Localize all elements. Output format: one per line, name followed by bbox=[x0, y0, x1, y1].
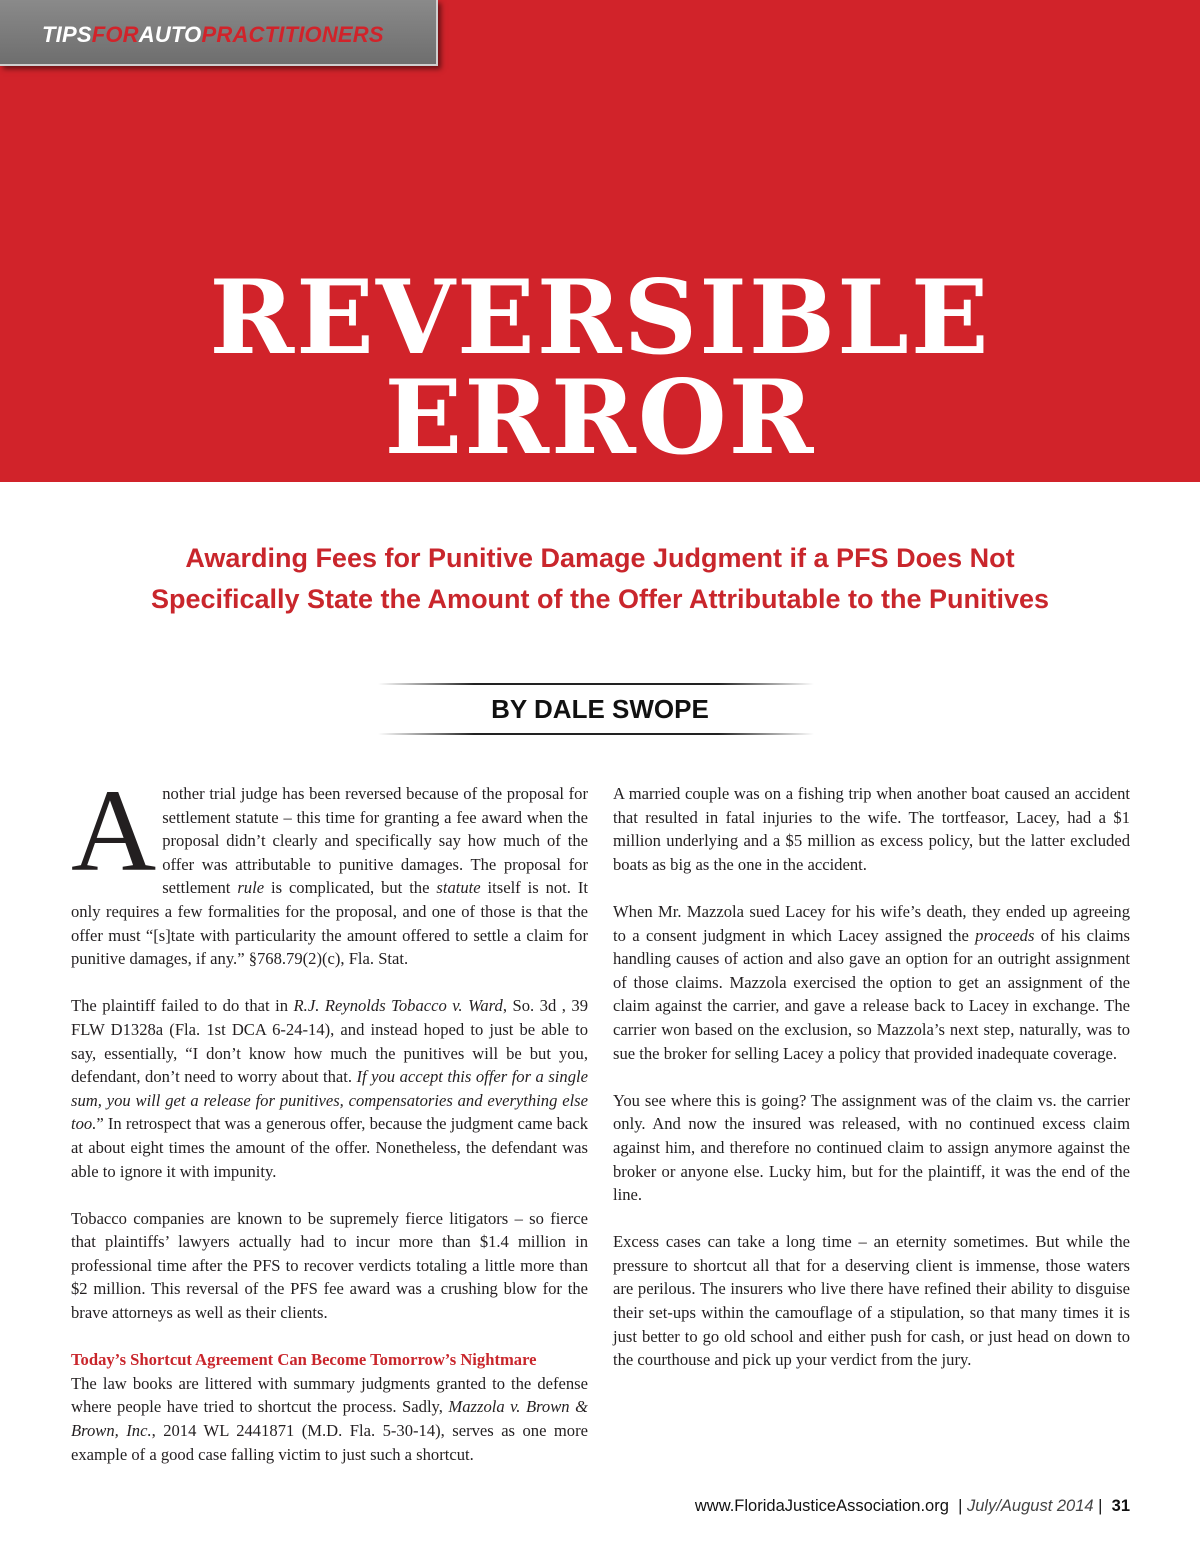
paragraph-1 bbox=[71, 765, 588, 971]
case-citation-mazzola: Mazzola v. Brown & Brown, Inc. bbox=[71, 1397, 588, 1441]
paragraph-8: Excess cases can take a long time – an eternity sometimes. But while the pressure to shortcut all that for a deserving client is immense, those waters are perilous. The insurers who live there have refined their ability to disguise their set-ups within the camouflage of a stipulation, so that many times it is just better to go old school and either push for cash, or just head on down to the courthouse and pick up your verdict from the jury. bbox=[613, 1232, 1130, 1370]
section-label-auto: AUTO bbox=[138, 22, 202, 47]
byline: BY DALE SWOPE bbox=[491, 694, 709, 724]
paragraph-1-text-a: nother trial judge has been reversed because of the proposal for settlement statute – this time for granting a fee award when the proposal didn’t clearly and specifically say how much of the offer was attributable to punitive damages. The proposal for settlement bbox=[162, 784, 588, 898]
byline-top-rule bbox=[378, 683, 814, 685]
page-footer bbox=[600, 1494, 1130, 1518]
section-tab bbox=[0, 0, 438, 66]
paragraph-1-text-c: is complicated, but the bbox=[264, 878, 437, 898]
section-label-tips: TIPS bbox=[42, 22, 92, 47]
paragraph-6-text-a: When Mr. Mazzola sued Lacey for his wife’s death, they ended up agreeing to a consent judgment in which Lacey assigned the bbox=[613, 901, 1130, 945]
section-label-practitioners: PRACTITIONERS bbox=[201, 22, 384, 47]
drop-cap: A bbox=[71, 765, 157, 896]
subtitle-line-2: Specifically State the Amount of the Offer Attributable to the Punitives bbox=[150, 584, 1050, 614]
headline-line-1: REVERSIBLE bbox=[209, 258, 991, 378]
footer-issue-date: July/August 2014 bbox=[966, 1497, 1094, 1515]
paragraph-6-proceeds-word: proceeds bbox=[975, 925, 1035, 945]
subtitle-line-1: Awarding Fees for Punitive Damage Judgment if a PFS Does Not bbox=[185, 543, 1015, 573]
paragraph-2-text-a: The plaintiff failed to do that in bbox=[71, 996, 294, 1016]
paragraph-2-text-c: , So. 3d , 39 FLW D1328a (Fla. 1st DCA 6-24-14), and instead hoped to just be able to say, essentially, “I don’t know how much the punitives will be but you, defendant, don’t need to worry about that. bbox=[71, 996, 588, 1087]
paragraph-1-rule-word: rule bbox=[237, 878, 265, 898]
paragraph-7: You see where this is going? The assignment was of the claim vs. the carrier only. And now the insured was released, with no continued excess claim against him, and therefore no continued claim to assign anymore against the broker or anyone else. Lucky him, but for the plaintiff, it was the end of the line. bbox=[613, 1090, 1130, 1205]
paragraph-2 bbox=[71, 994, 588, 1183]
paragraph-2-quote-italic: If you accept this offer for a single sum, you will get a release for punitives, compensatories and everything else too. bbox=[71, 1067, 588, 1134]
paragraph-6-text-c: of his claims handling causes of action and also gave an option for an outright assignment of those claims. Mazzola exercised the option to get an assignment of the claim against the carrier, and gave a release back to Lacey in exchange. The carrier won based on the exclusion, so Mazzola’s next step, naturally, was to sue the broker for selling Lacey a policy that provided inadequate coverage. bbox=[613, 925, 1130, 1063]
paragraph-4-text-a: The law books are littered with summary judgments granted to the defense where people have tried to shortcut the process. Sadly, bbox=[71, 1373, 588, 1417]
footer-separator-1: | bbox=[958, 1497, 963, 1515]
footer-website: www.FloridaJusticeAssociation.org bbox=[694, 1497, 949, 1515]
paragraph-5: A married couple was on a fishing trip when another boat caused an accident that resulted in fatal injuries to the wife. The tortfeasor, Lacey, had a $1 million underlying and a $5 million as excess policy, but the latter excluded boats as big as the one in the accident. bbox=[613, 784, 1130, 874]
paragraph-1-text-e: itself is not. It only requires a few formalities for the proposal, and one of those is that the offer must “[s]tate with particularity the amount offered to settle a claim for punitive damages, if any.” §768.79(2)(c), Fla. Stat. bbox=[71, 878, 588, 969]
paragraph-4-text-c: , 2014 WL 2441871 (M.D. Fla. 5-30-14), serves as one more example of a good case falling victim to just such a shortcut. bbox=[71, 1421, 588, 1464]
section-subheading: Today’s Shortcut Agreement Can Become Tomorrow’s Nightmare bbox=[71, 1350, 537, 1370]
headline-line-2: ERROR bbox=[384, 358, 816, 478]
section-label-for: FOR bbox=[91, 22, 139, 47]
section-label bbox=[42, 20, 384, 50]
page-number: 31 bbox=[1111, 1497, 1130, 1515]
paragraph-4 bbox=[71, 1348, 588, 1466]
right-column bbox=[613, 782, 1130, 1395]
article-headline bbox=[0, 258, 1200, 478]
paragraph-3: Tobacco companies are known to be supremely fierce litigators – so fierce that plaintiffs’ lawyers actually had to incur more than $1.4 million in professional time after the PFS to recover verdicts totaling a little more than $2 million. This reversal of the PFS fee award was a crushing blow for the brave attorneys as well as their clients. bbox=[71, 1208, 588, 1323]
byline-bottom-rule bbox=[378, 733, 814, 735]
left-column bbox=[71, 765, 588, 1490]
paragraph-6 bbox=[613, 900, 1130, 1065]
footer-separator-2: | bbox=[1098, 1497, 1103, 1515]
paragraph-1-statute-word: statute bbox=[436, 878, 481, 898]
paragraph-2-text-e: ” In retrospect that was a generous offer, because the judgment came back at about eight times the amount of the offer. Nonetheless, the defendant was able to ignore it with impunity. bbox=[71, 1114, 588, 1181]
article-subtitle bbox=[40, 538, 1160, 620]
case-citation-ward: R.J. Reynolds Tobacco v. Ward bbox=[293, 996, 503, 1016]
